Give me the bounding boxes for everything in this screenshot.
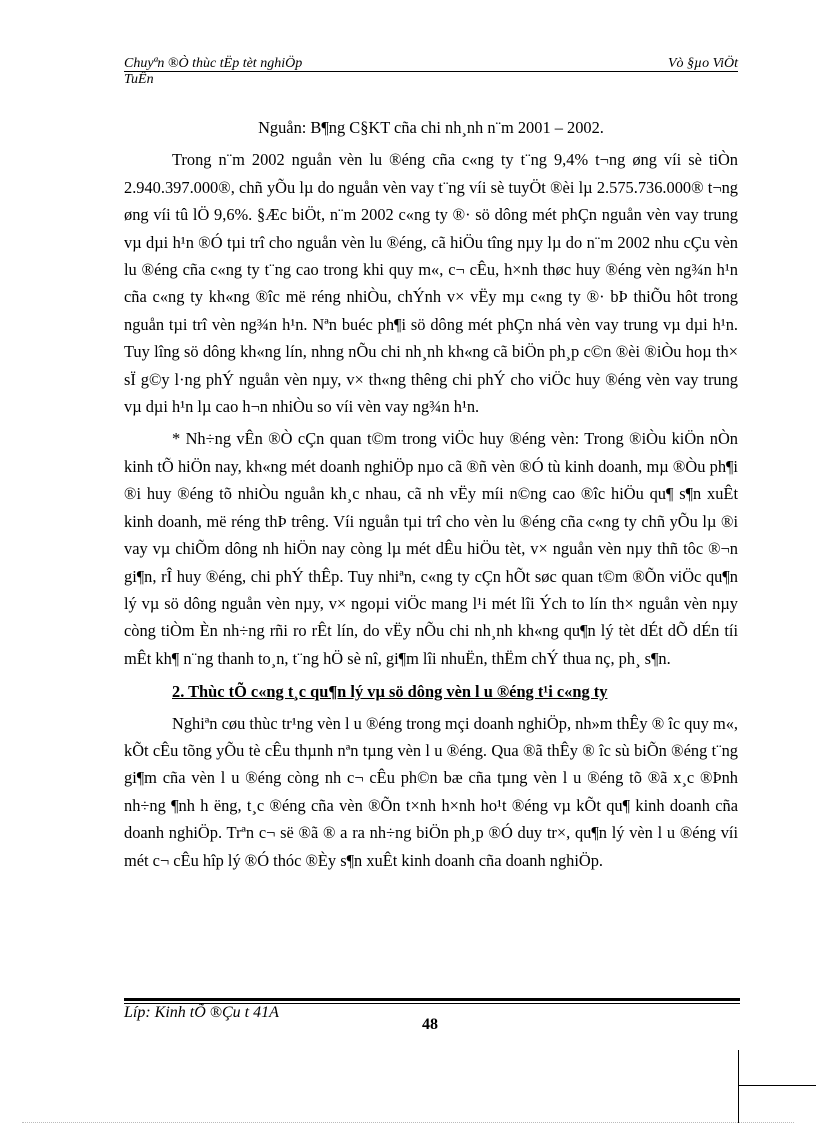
document-body bbox=[124, 114, 738, 874]
header-rule bbox=[124, 71, 738, 72]
source-note: Nguån: B¶ng C§KT cña chi nh¸nh n¨m 2001 – 2002. bbox=[258, 118, 604, 137]
crop-mark-horizontal bbox=[738, 1085, 816, 1086]
header-document-title: Chuyªn ®Ò thùc tËp tèt nghiÖp bbox=[124, 56, 303, 71]
crop-mark-vertical bbox=[738, 1050, 739, 1123]
paragraph: Nghiªn cøu thùc tr¹ng vèn l u ®éng trong mçi doanh nghiÖp, nh»m thÊy ® îc quy m«, kÕt cÊu tõng yÕu tè cÊu thµnh nªn tµng vèn l u ®éng. Qua ®ã thÊy ® îc sù biÕn ®éng t¨ng gi¶m cña vèn l u ®éng còng nh c¬ cÊu ph©n bæ cña tµng vèn l u ®éng tõ ®ã x¸c ®Þnh nh÷ng ¶nh h ëng, t¸c ®éng cña vèn ®Õn t×nh h×nh ho¹t ®éng vµ kÕt qu¶ kinh doanh cña doanh nghiÖp. Trªn c¬ së ®ã ® a ra nh÷ng biÖn ph¸p ®Ó duy tr×, qu¶n lý vèn l u ®éng víi mét c¬ cÊu hîp lý ®Ó thóc ®Èy s¶n xuÊt kinh doanh cña doanh nghiÖp. bbox=[124, 713, 738, 870]
page-number: 48 bbox=[422, 1016, 438, 1033]
page-header bbox=[124, 56, 738, 88]
footer-class-label: Líp: Kinh tÕ ®Çu t 41A bbox=[124, 1004, 279, 1021]
paragraph: * Nh÷ng vÊn ®Ò cÇn quan t©m trong viÖc huy ®éng vèn: Trong ®iÒu kiÖn nÒn kinh tÕ hiÖn nay, kh«ng mét doanh nghiÖp nµo cã ®ñ vèn ®Ó tù kinh doanh, mµ ®Òu ph¶i ®i huy ®éng tõ nhiÒu nguån kh¸c nhau, cã nh vËy míi n©ng cao ®îc hiÖu qu¶ s¶n xuÊt kinh doanh, më réng thÞ trêng. Víi nguån tµi trî cho vèn lu ®éng cña c«ng ty chñ yÕu lµ ®i vay vµ chiÕm dông nh hiÖn nay còng lµ mét dÊu hiÖu tèt, v× nguån vèn nµy thñ tôc ®¬n gi¶n, rÎ huy ®éng, chi phÝ thÊp. Tuy nhiªn, c«ng ty cÇn hÕt søc quan t©m ®Õn viÖc qu¶n lý vµ sö dông nguån vèn nµy, v× ngoµi viÖc mang l¹i mét lîi Ých to lín th× nguån vèn nµy còng tiÒm Èn nh÷ng rñi ro rÊt lín, do vËy nÕu chi nh¸nh kh«ng qu¶n lý tèt dÉt dÕ dÉn tíi mÊt kh¶ n¨ng thanh to¸n, t¨ng hÖ sè nî, gi¶m lîi nhuËn, thËm chÝ thua nç, ph¸ s¶n. bbox=[124, 429, 738, 668]
paragraph: Trong n¨m 2002 nguån vèn lu ®éng cña c«ng ty t¨ng 9,4% t¬ng øng víi sè tiÒn 2.940.397.000®, chñ yÕu lµ do nguån vèn vay t¨ng víi sè tuyÖt ®èi lµ 2.575.736.000® t¬ng øng víi tû lÖ 9,6%. §Æc biÖt, n¨m 2002 c«ng ty ®· sö dông mét phÇn nguån vèn vay trung vµ dµi h¹n ®Ó tµi trî cho nguån vèn lu ®éng, cã hiÖu tîng nµy lµ do n¨m 2002 nhu cÇu vèn lu ®éng cña c«ng ty t¨ng cao trong khi quy m«, c¬ cÊu, h×nh thøc huy ®éng vèn ng¾n h¹n cña c«ng ty kh«ng ®îc më réng nhiÒu, chÝnh v× vËy mµ c«ng ty ®· bÞ thiÕu hôt trong nguån tµi trî vèn ng¾n h¹n. Nªn buéc ph¶i sö dông mét phÇn nhá vèn vay trung vµ dµi h¹n. Tuy lîng sö dông kh«ng lín, nhng nÕu chi nh¸nh kh«ng cã biÖn ph¸p c©n ®èi ®iÒu hoµ th× sÏ g©y l·ng phÝ nguån vèn nµy, v× th«ng thêng chi phÝ cho viÖc huy ®éng vèn vay trung vµ dµi h¹n lµ cao h¬n nhiÒu so víi vèn vay ng¾n h¹n. bbox=[124, 150, 738, 417]
header-author: Vò §µo ViÖt bbox=[667, 56, 738, 71]
header-author-continued: TuÊn bbox=[124, 72, 154, 87]
section-heading: 2. Thùc tÕ c«ng t¸c qu¶n lý vµ sö dông vèn l u ®éng t¹i c«ng ty bbox=[172, 682, 608, 702]
